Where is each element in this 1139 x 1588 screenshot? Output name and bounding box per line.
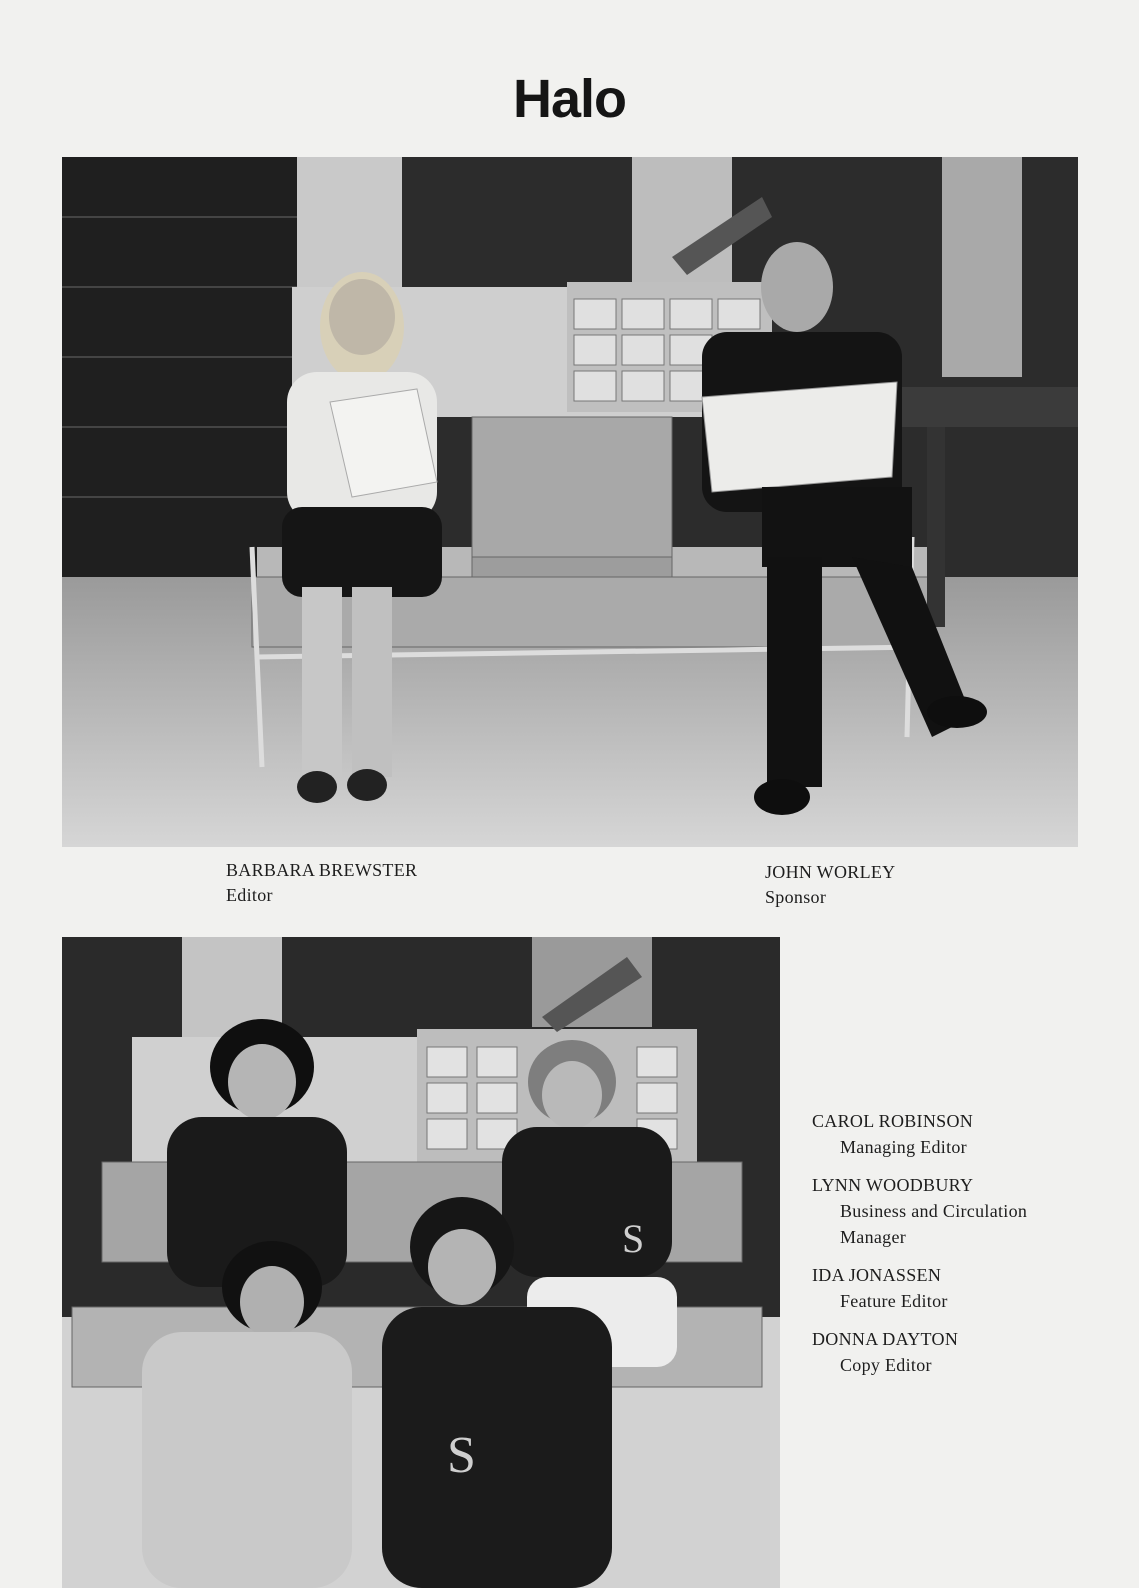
staff-group-photo: [62, 937, 780, 1588]
staff-entry: [812, 1108, 1070, 1160]
staff-role: Business and Circulation Manager: [840, 1201, 1028, 1247]
staff-entry: [812, 1326, 1070, 1378]
editor-sponsor-photo: [62, 157, 1078, 847]
staff-name: CAROL ROBINSON: [812, 1111, 974, 1131]
staff-list: [812, 1108, 1070, 1390]
editor-role: Editor: [226, 885, 273, 905]
page-title: Halo: [512, 69, 627, 129]
svg-text:S: S: [622, 1216, 645, 1261]
svg-text:S: S: [447, 1427, 476, 1484]
sponsor-name: JOHN WORLEY: [765, 862, 896, 882]
sponsor-role: Sponsor: [765, 887, 827, 907]
staff-name: LYNN WOODBURY: [812, 1175, 974, 1195]
staff-role: Copy Editor: [840, 1355, 932, 1375]
staff-name: IDA JONASSEN: [812, 1265, 942, 1285]
staff-role: Managing Editor: [840, 1137, 967, 1157]
caption-sponsor: [765, 860, 895, 910]
caption-editor: [226, 858, 417, 908]
staff-role: Feature Editor: [840, 1291, 948, 1311]
staff-entry: [812, 1172, 1070, 1250]
editor-name: BARBARA BREWSTER: [226, 860, 418, 880]
staff-name: DONNA DAYTON: [812, 1329, 959, 1349]
staff-entry: [812, 1262, 1070, 1314]
